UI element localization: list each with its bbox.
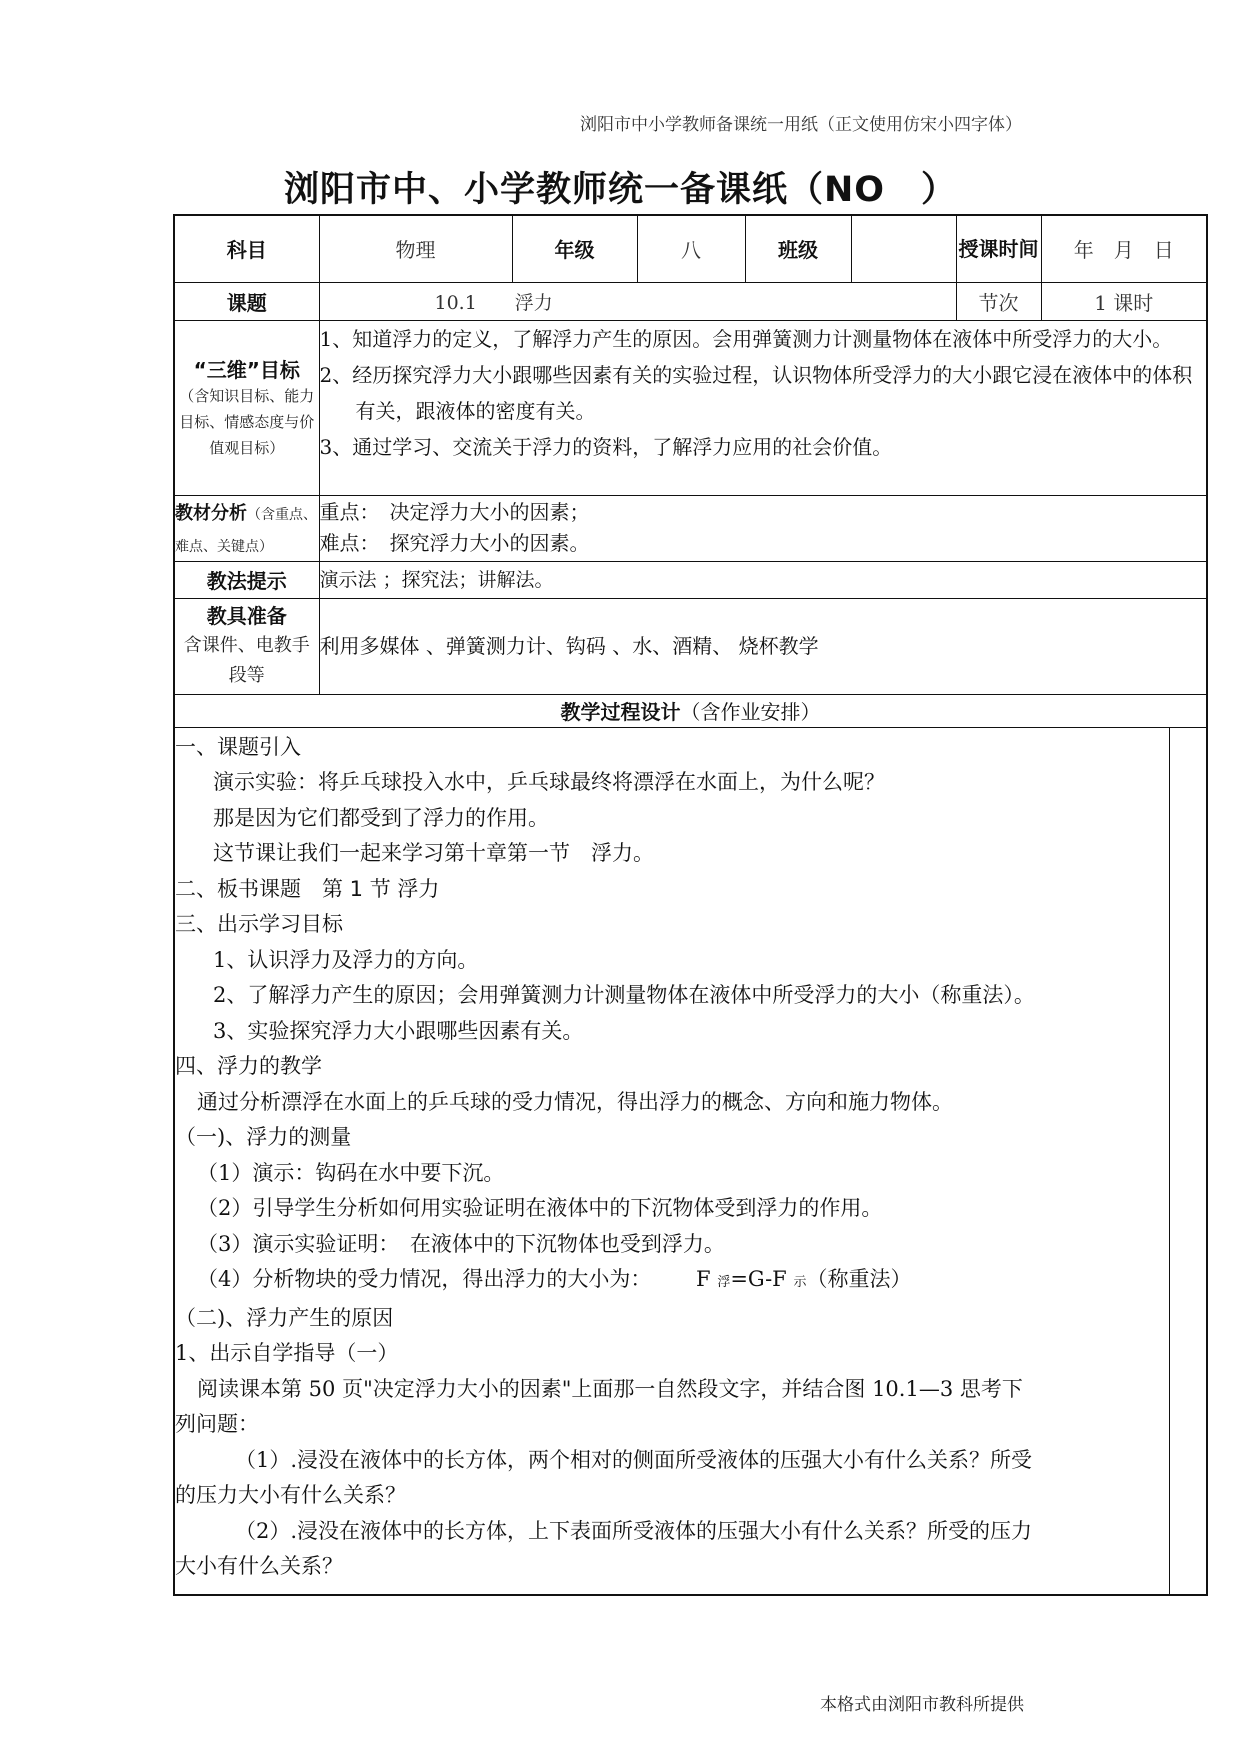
process-line: 3、实验探究浮力大小跟哪些因素有关。 [213,1018,584,1043]
section-heading: 三、出示学习目标 [175,912,343,936]
analysis-label-sub: （含重点、难点、关键点） [175,506,317,555]
goal-1: 1、知道浮力的定义，了解浮力产生的原因。会用弹簧测力计测量物体在液体中所受浮力的大小。 [319,326,1173,351]
process-line: 1、认识浮力及浮力的方向。 [213,947,479,972]
goal-3: 3、通过学习、交流关于浮力的资料，了解浮力应用的社会价值。 [319,434,893,459]
process-line: （1）.浸没在液体中的长方体，两个相对的侧面所受液体的压强大小有什么关系？所受 [235,1447,1033,1472]
process-line: 通过分析漂浮在水面上的乒乓球的受力情况，得出浮力的概念、方向和施力物体。 [197,1089,953,1114]
process-line: 演示实验：将乒乓球投入水中，乒乓球最终将漂浮在水面上，为什么呢？ [213,770,885,794]
tools-label: 教具准备 [206,604,287,628]
method-label: 教法提示 [174,561,319,598]
time-label: 授课时间 [956,215,1041,282]
topic-value: 10.1 浮力 [319,282,956,320]
analysis-key: 重点： 决定浮力大小的因素； [319,500,590,524]
margin-rule [1169,728,1170,1594]
process-line: （3）演示实验证明： 在液体中的下沉物体也受到浮力。 [197,1231,725,1256]
process-line: （二)、浮力产生的原因 [175,1305,394,1330]
process-content [175,728,1206,1594]
process-line: 的压力大小有什么关系？ [175,1483,406,1507]
process-line: （4）分析物块的受力情况，得出浮力的大小为： [197,1267,652,1291]
process-line: 2、了解浮力产生的原因；会用弹簧测力计测量物体在液体中所受浮力的大小（称重法）。 [213,983,1035,1007]
process-line: 这节课让我们一起来学习第十章第一节 浮力。 [213,841,654,865]
goals-label-sub: （含知识目标、能力目标、情感态度与价值观目标） [179,387,315,457]
header-note: 浏阳市中小学教师备课统一用纸（正文使用仿宋小四字体） [580,115,1022,135]
process-line: （2）引导学生分析如何用实验证明在液体中的下沉物体受到浮力的作用。 [197,1196,883,1220]
process-line: 1、出示自学指导（一） [175,1341,399,1365]
process-line: 那是因为它们都受到了浮力的作用。 [213,805,549,830]
period-label: 节次 [956,282,1041,320]
page-title: 浏阳市中、小学教师统一备课纸（NO ） [283,170,958,210]
method-value: 演示法 ；探究法；讲解法。 [319,561,1207,598]
section-heading: 一、课题引入 [175,734,301,759]
topic-label: 课题 [174,282,319,320]
class-label: 班级 [745,215,851,282]
process-title-sub: （含作业安排） [680,700,821,724]
section-heading: 四、浮力的教学 [175,1054,322,1078]
formula: F 浮=G-F 示（称重法） [696,1267,912,1291]
analysis-label: 教材分析 [175,502,247,524]
process-line: 大小有什么关系？ [175,1554,343,1578]
process-line: （2）.浸没在液体中的长方体，上下表面所受液体的压强大小有什么关系？所受的压力 [235,1518,1033,1543]
period-value: 1 课时 [1041,282,1207,320]
process-title-row [174,694,1207,727]
grade-value: 八 [637,215,745,282]
subject-value: 物理 [319,215,512,282]
lesson-plan-table [173,214,1208,1596]
process-title: 教学过程设计 [560,700,681,724]
tools-value: 利用多媒体 、弹簧测力计、钩码 、水、酒精、 烧杯教学 [319,598,1207,694]
process-line: （一)、浮力的测量 [175,1125,352,1149]
class-value [851,215,956,282]
footer-note: 本格式由浏阳市教科所提供 [820,1695,1024,1715]
goal-2: 2、经历探究浮力大小跟哪些因素有关的实验过程，认识物体所受浮力的大小跟它浸在液体中的体积有关，跟液体的密度有关。 [319,362,1193,423]
section-heading: 二、板书课题 第 1 节 浮力 [175,876,440,901]
subject-label: 科目 [174,215,319,282]
process-line: 阅读课本第 50 页"决定浮力大小的因素"上面那一自然段文字，并结合图 10.1—3 思考下 [197,1376,1023,1401]
grade-label: 年级 [512,215,637,282]
time-value: 年 月 日 [1041,215,1207,282]
goals-label: “三维”目标 [193,358,300,382]
tools-label-sub: 含课件、电教手段等 [183,635,310,686]
process-line: 列问题： [175,1412,259,1436]
process-line: （1）演示：钩码在水中要下沉。 [197,1160,505,1185]
formula-line [175,1262,1168,1301]
analysis-difficult: 难点： 探究浮力大小的因素。 [319,531,590,555]
